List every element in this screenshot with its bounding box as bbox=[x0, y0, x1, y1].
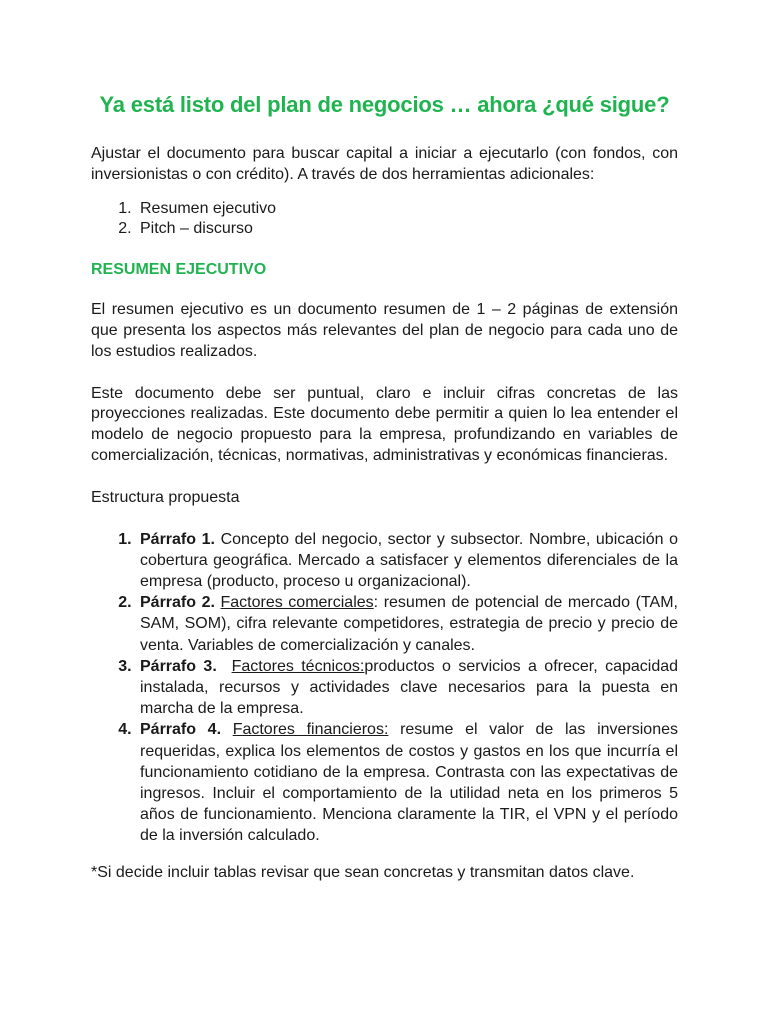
structure-item-text: resumen de potencial de mercado (TAM, SAM, SOM), cifra relevante competidores, estrategia de precio y precio de venta. Variables de comercialización y canales. bbox=[140, 594, 678, 654]
structure-item-lead: Párrafo 3. bbox=[140, 657, 217, 675]
structure-item-separator: : bbox=[373, 594, 379, 612]
structure-item bbox=[136, 719, 678, 846]
tools-list-item: 2. Pitch – discurso bbox=[136, 219, 678, 240]
structure-list bbox=[91, 529, 678, 847]
structure-item-text: productos o servicios a ofrecer, capacidad instalada, recursos y actividades clave necesarios para la puesta en marcha de la empresa. bbox=[140, 657, 679, 718]
structure-item-lead: Párrafo 1. bbox=[140, 530, 215, 548]
body-paragraph-2: Este documento debe ser puntual, claro e incluir cifras concretas de las proyecciones realizadas. Este documento debe permitir a quien lo lea entender el modelo de negocio propuesto para la empresa, profundizando en variables de comercialización, técnicas, normativas, administrativas y económicas financieras. bbox=[91, 384, 678, 464]
structure-item-lead: Párrafo 2. bbox=[140, 594, 215, 612]
structure-item bbox=[136, 656, 678, 720]
structure-item-text: resume el valor de las inversiones requeridas, explica los elementos de costos y gastos en los que incurría el funcionamiento cotidiano de la empresa. Contrasta con las expectativas de ingresos. Incluir el comportamiento de la utilidad neta en los primeros 5 años de funcionamiento. Menciona claramente la TIR, el VPN y el período de la inversión calculado. bbox=[140, 721, 678, 845]
document-title: Ya está listo del plan de negocios … ahora ¿qué sigue? bbox=[99, 92, 670, 117]
structure-item-topic: Factores financieros: bbox=[232, 721, 389, 739]
structure-item bbox=[136, 529, 678, 593]
structure-label: Estructura propuesta bbox=[91, 488, 240, 506]
structure-item-topic: Factores comerciales bbox=[220, 594, 374, 612]
tools-list-item: 1. Resumen ejecutivo bbox=[136, 199, 678, 220]
footnote: *Si decide incluir tablas revisar que sean concretas y transmitan datos clave. bbox=[91, 863, 635, 881]
structure-item-topic: Factores técnicos: bbox=[231, 657, 365, 675]
structure-item bbox=[136, 592, 678, 656]
section-heading: RESUMEN EJECUTIVO bbox=[91, 261, 267, 279]
intro-paragraph: Ajustar el documento para buscar capital a iniciar a ejecutarlo (con fondos, con inversionistas o con crédito). A través de dos herramientas adicionales: bbox=[91, 145, 678, 183]
structure-item-text: Concepto del negocio, sector y subsector. Nombre, ubicación o cobertura geográfica. Mercado a satisfacer y elementos diferenciales de la empresa (producto, proceso u organizacional). bbox=[140, 530, 678, 590]
tools-list bbox=[91, 199, 678, 241]
body-paragraph-1: El resumen ejecutivo es un documento resumen de 1 – 2 páginas de extensión que presenta los aspectos más relevantes del plan de negocio para cada uno de los estudios realizados. bbox=[91, 301, 678, 360]
structure-item-lead: Párrafo 4. bbox=[140, 721, 222, 739]
